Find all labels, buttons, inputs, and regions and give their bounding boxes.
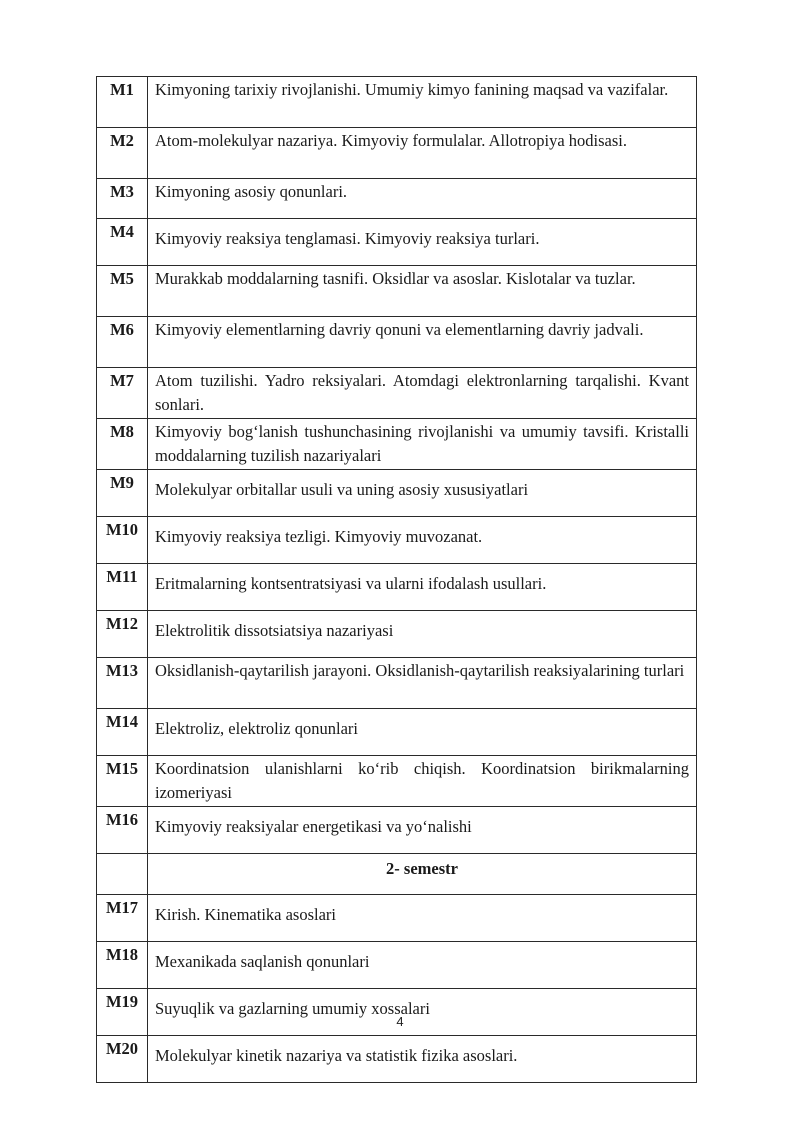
module-code: M4 (97, 219, 148, 266)
module-table (96, 76, 697, 1083)
module-topic: Molekulyar kinetik nazariya va statistik fizika asoslari. (148, 1036, 697, 1083)
table-row (97, 564, 697, 611)
module-topic: Atom tuzilishi. Yadro reksiyalari. Atomdagi elektronlarning tarqalishi. Kvant sonlari. (148, 368, 697, 419)
module-code: M17 (97, 895, 148, 942)
module-topic: Kimyoning asosiy qonunlari. (148, 179, 697, 219)
module-topic: Kimyoviy reaksiyalar energetikasi va yo‘nalishi (148, 807, 697, 854)
table-row (97, 942, 697, 989)
table-row (97, 317, 697, 368)
module-topic: Eritmalarning kontsentratsiyasi va ularni ifodalash usullari. (148, 564, 697, 611)
module-code: M8 (97, 419, 148, 470)
table-row (97, 179, 697, 219)
module-code: M14 (97, 709, 148, 756)
module-topic: Kimyoviy bog‘lanish tushunchasining rivojlanishi va umumiy tavsifi. Kristalli moddalarning tuzilish nazariyalari (148, 419, 697, 470)
table-row (97, 895, 697, 942)
table-row (97, 219, 697, 266)
module-code: M6 (97, 317, 148, 368)
module-code: M9 (97, 470, 148, 517)
module-topic: Kimyoning tarixiy rivojlanishi. Umumiy kimyo fanining maqsad va vazifalar. (148, 77, 697, 128)
module-code: M11 (97, 564, 148, 611)
module-topic: Kirish. Kinematika asoslari (148, 895, 697, 942)
module-topic: Kimyoviy reaksiya tenglamasi. Kimyoviy reaksiya turlari. (148, 219, 697, 266)
table-row (97, 517, 697, 564)
table-row (97, 419, 697, 470)
semester-heading: 2- semestr (148, 854, 697, 895)
page-number: 4 (396, 1014, 404, 1029)
table-row (97, 77, 697, 128)
module-code: M16 (97, 807, 148, 854)
module-topic: Oksidlanish-qaytarilish jarayoni. Oksidlanish-qaytarilish reaksiyalarining turlari (148, 658, 697, 709)
table-row (97, 368, 697, 419)
table-row (97, 470, 697, 517)
table-row (97, 1036, 697, 1083)
module-topic: Koordinatsion ulanishlarni ko‘rib chiqish. Koordinatsion birikmalarning izomeriyasi (148, 756, 697, 807)
module-topic: Kimyoviy elementlarning davriy qonuni va elementlarning davriy jadvali. (148, 317, 697, 368)
module-code: M7 (97, 368, 148, 419)
semester-row (97, 854, 697, 895)
module-topic: Molekulyar orbitallar usuli va uning asosiy xususiyatlari (148, 470, 697, 517)
module-topic: Atom-molekulyar nazariya. Kimyoviy formulalar. Allotropiya hodisasi. (148, 128, 697, 179)
module-code: M10 (97, 517, 148, 564)
module-topic: Murakkab moddalarning tasnifi. Oksidlar va asoslar. Kislotalar va tuzlar. (148, 266, 697, 317)
module-topic: Elektroliz, elektroliz qonunlari (148, 709, 697, 756)
module-topic: Mexanikada saqlanish qonunlari (148, 942, 697, 989)
module-topic: Suyuqlik va gazlarning umumiy xossalari (148, 989, 697, 1036)
module-code: M18 (97, 942, 148, 989)
table-row (97, 709, 697, 756)
module-code: M20 (97, 1036, 148, 1083)
module-topic: Kimyoviy reaksiya tezligi. Kimyoviy muvozanat. (148, 517, 697, 564)
module-topic: Elektrolitik dissotsiatsiya nazariyasi (148, 611, 697, 658)
module-code: M5 (97, 266, 148, 317)
module-code: M15 (97, 756, 148, 807)
module-code: M19 (97, 989, 148, 1036)
table-row (97, 807, 697, 854)
table-row (97, 128, 697, 179)
module-code: M3 (97, 179, 148, 219)
module-code: M1 (97, 77, 148, 128)
module-code-empty (97, 854, 148, 895)
module-code: M12 (97, 611, 148, 658)
table-row (97, 756, 697, 807)
module-code: M13 (97, 658, 148, 709)
module-code: M2 (97, 128, 148, 179)
table-row (97, 611, 697, 658)
table-row (97, 658, 697, 709)
table-row (97, 266, 697, 317)
